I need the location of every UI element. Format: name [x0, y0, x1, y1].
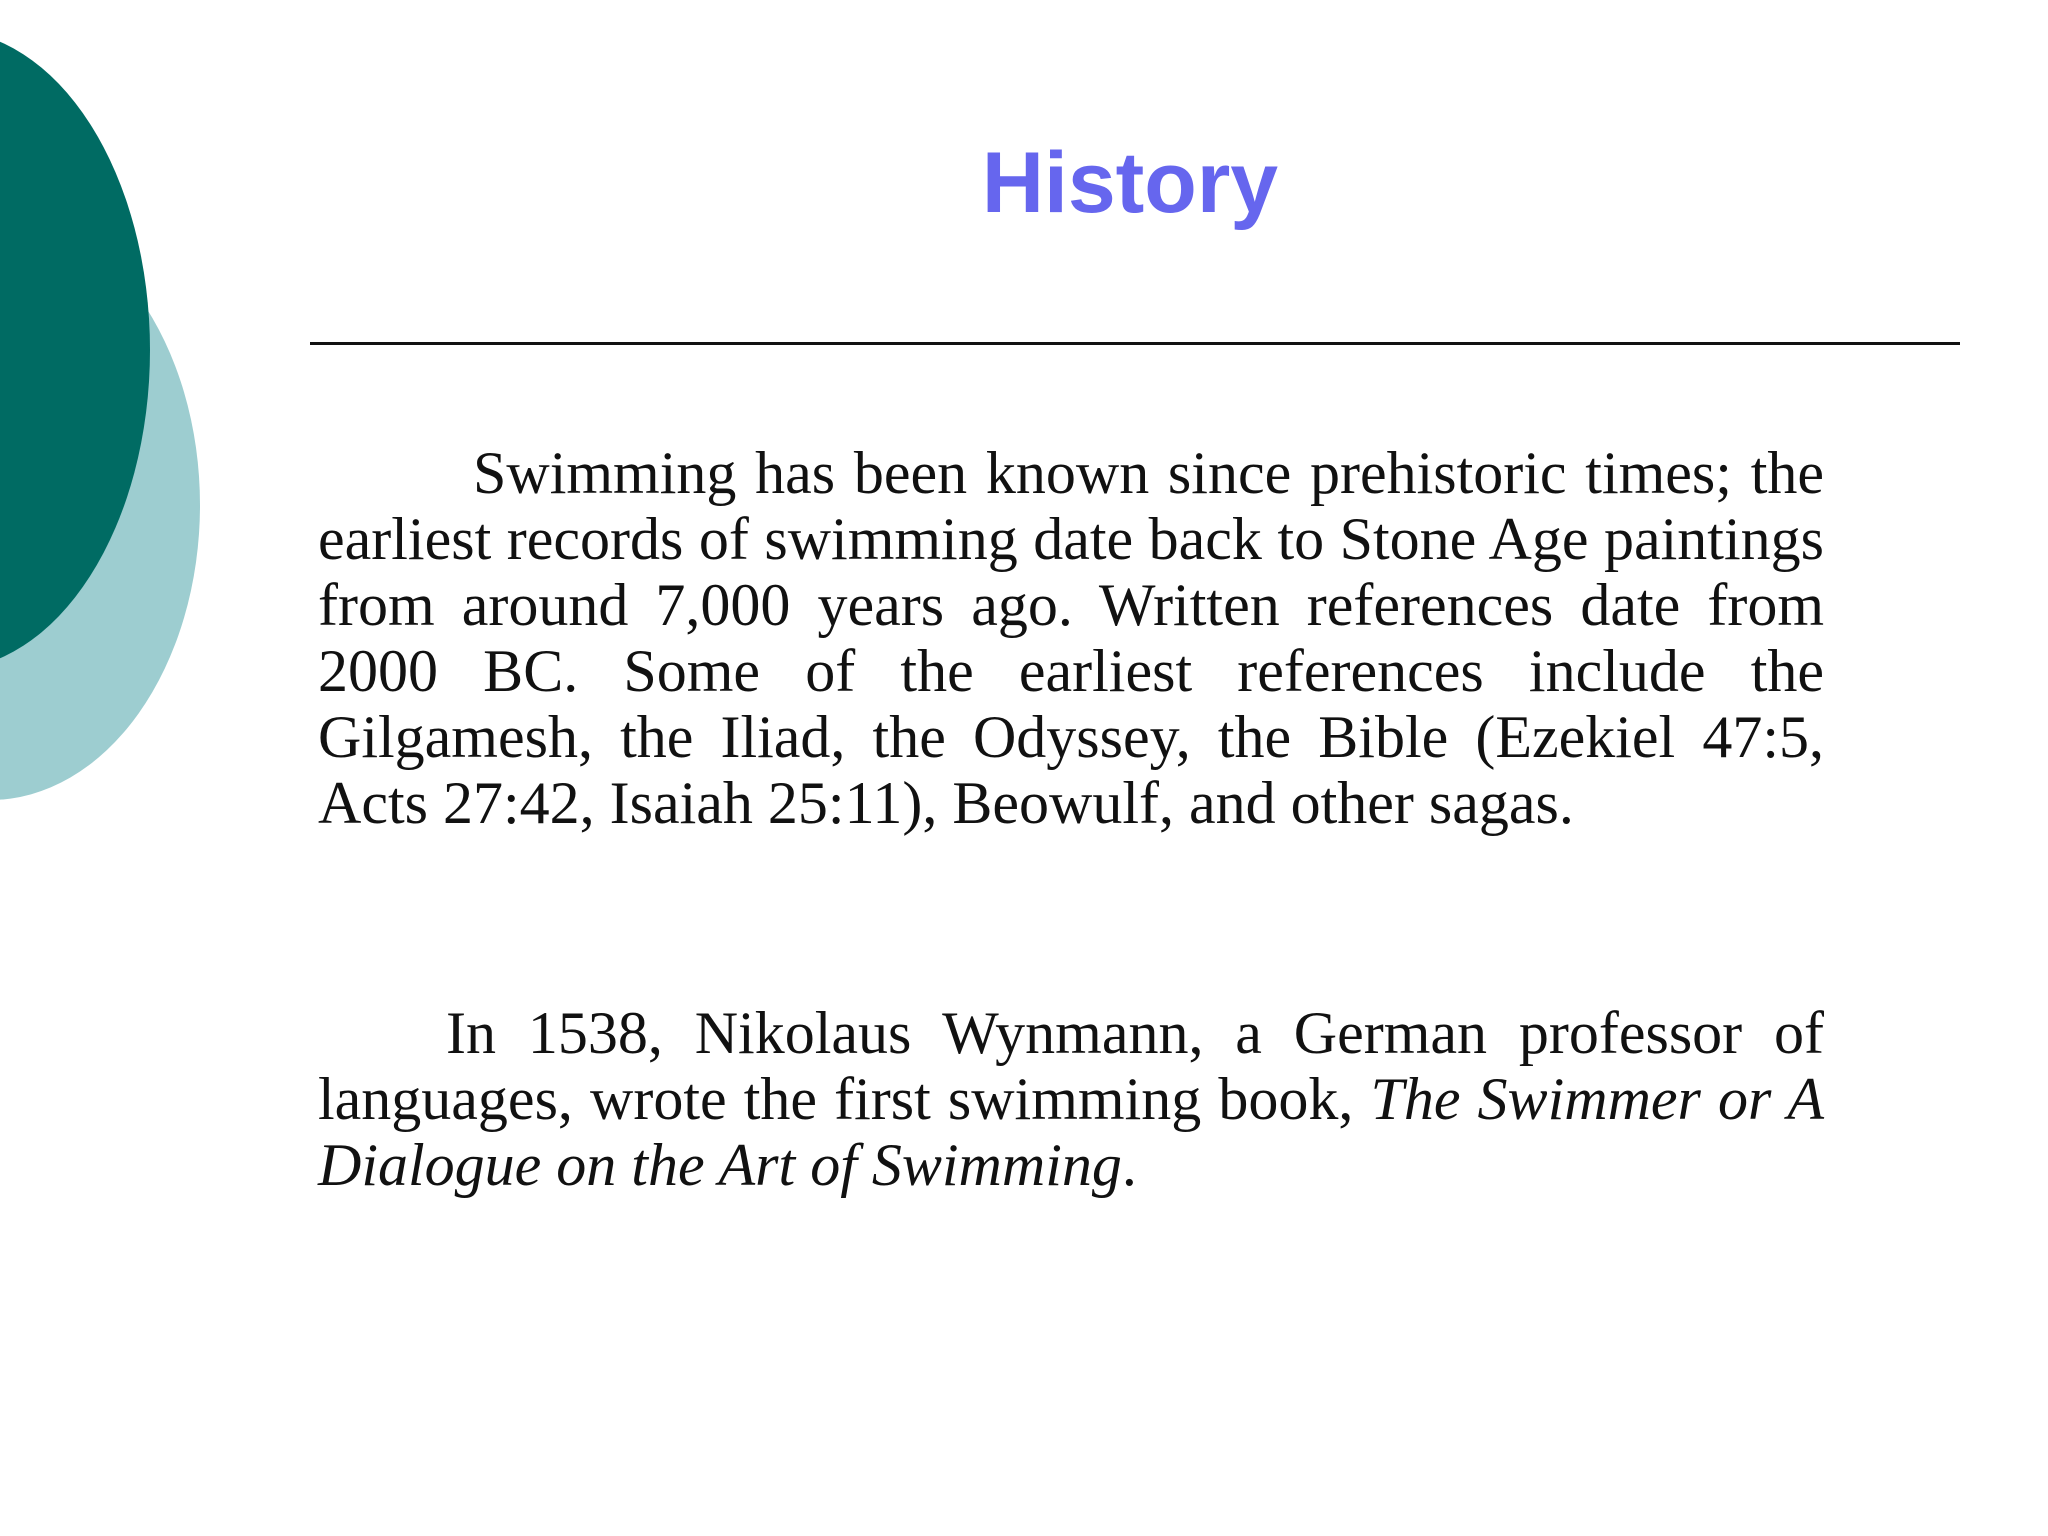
paragraph-wynmann-end: .	[1121, 1132, 1137, 1198]
paragraph-wynmann	[318, 1000, 1824, 1198]
slide-title: History	[981, 135, 1279, 231]
book-title: The Swimmer or A Dialogue on the Art of Swimming	[318, 1066, 1825, 1198]
title-divider	[310, 342, 1960, 345]
paragraph-prehistoric: Swimming has been known since prehistoric times; the earliest records of swimming date back to Stone Age paintings from around 7,000 years ago. Written references date from 2000 BC. Some of the earliest references include the Gilgamesh, the Iliad, the Odyssey, the Bible (Ezekiel 47:5, Acts 27:42, Isaiah 25:11), Beowulf, and other sagas.	[318, 440, 1824, 836]
paragraph-wynmann-text: In 1538, Nikolaus Wynmann, a German professor of languages, wrote the first swimming book,	[318, 1000, 1824, 1132]
